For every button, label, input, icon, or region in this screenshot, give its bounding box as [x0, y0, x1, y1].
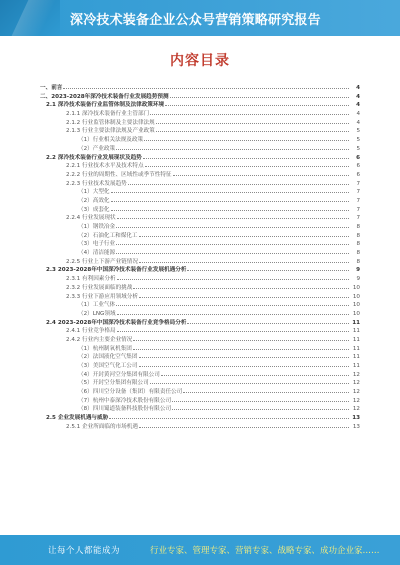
toc-entry-page: 13 [352, 423, 360, 430]
toc-entry-page: 4 [356, 93, 360, 100]
toc-leader-dots [117, 279, 349, 280]
footer-banner [0, 535, 400, 565]
toc-entry[interactable] [40, 154, 360, 163]
toc-leader-dots [117, 314, 349, 315]
toc-entry-page: 11 [352, 328, 360, 335]
toc-entry-label: （4）开封黄河空分集团有限公司 [78, 371, 160, 378]
toc-entry[interactable] [40, 275, 360, 284]
toc-entry[interactable] [40, 397, 360, 406]
report-title: 深冷技术装备企业公众号营销策略研究报告 [70, 13, 321, 28]
toc-leader-dots [133, 288, 349, 289]
toc-leader-dots [143, 158, 349, 159]
toc-entry-page: 10 [352, 310, 360, 317]
toc-leader-dots [63, 88, 349, 89]
toc-leader-dots [156, 131, 349, 132]
toc-entry-label: 2.2.3 行业技术发展趋势 [66, 180, 127, 187]
toc-entry-label: 2.3.2 行业发展面临的挑战 [66, 284, 133, 291]
toc-leader-dots [150, 383, 349, 384]
toc-entry-page: 6 [356, 163, 360, 170]
toc-entry[interactable] [40, 293, 360, 302]
toc-entry-label: （1）工业气体 [78, 302, 116, 309]
toc-entry-page: 11 [352, 354, 360, 361]
toc-leader-dots [165, 105, 349, 106]
toc-entry-label: （2）高效化 [78, 197, 110, 204]
toc-leader-dots [116, 149, 349, 150]
toc-heading: 内容目录 [170, 53, 230, 69]
toc-entry[interactable] [40, 388, 360, 397]
toc-entry-page: 6 [356, 171, 360, 178]
toc-entry[interactable] [40, 240, 360, 249]
toc-entry-label: 2.4.2 行业内主要企业情况 [66, 336, 133, 343]
toc-entry-page: 5 [356, 137, 360, 144]
toc-entry-page: 11 [352, 319, 360, 326]
toc-entry[interactable] [40, 327, 360, 336]
toc-leader-dots [161, 375, 349, 376]
toc-leader-dots [139, 366, 350, 367]
toc-leader-dots [139, 357, 350, 358]
toc-entry-page: 9 [356, 267, 360, 274]
toc-entry-label: （3）成套化 [78, 206, 110, 213]
toc-leader-dots [116, 253, 349, 254]
toc-entry-label: 2.2.5 行业上下游产业链情况 [66, 258, 138, 265]
toc-leader-dots [139, 236, 350, 237]
toc-leader-dots [117, 218, 349, 219]
toc-entry[interactable] [40, 162, 360, 171]
toc-entry-page: 8 [356, 224, 360, 230]
toc-leader-dots [111, 210, 349, 211]
toc-leader-dots [139, 262, 349, 263]
toc-entry-page: 12 [352, 406, 360, 413]
toc-entry-page: 7 [356, 197, 360, 204]
toc-entry-label: （3）电子行业 [78, 241, 116, 248]
toc-entry-label: 2.2 深冷技术装备行业发展现状及趋势 [46, 154, 142, 161]
toc-entry-page: 10 [352, 293, 360, 300]
toc-entry-page: 4 [356, 102, 360, 109]
toc-leader-dots [133, 340, 349, 341]
toc-entry-label: 2.3.1 有利因素分析 [66, 276, 116, 283]
toc-leader-dots [139, 297, 349, 298]
toc-entry-label: （1）杭州制氧机集团 [78, 345, 132, 352]
toc-entry-page: 7 [356, 180, 360, 187]
toc-entry[interactable] [40, 214, 360, 223]
toc-entry[interactable] [40, 84, 360, 93]
toc-entry-label: （4）清洁能源 [78, 250, 116, 257]
toc-entry-label: 2.5 企业发展机遇与威胁 [46, 415, 109, 422]
footer-slogan-highlight: 行业专家、管理专家、营销专家、战略专家、成功企业家…… [150, 546, 380, 556]
toc-leader-dots [109, 418, 349, 419]
toc-entry-label: （7）杭州中泰深冷技术股份有限公司 [78, 397, 172, 404]
toc-entry[interactable] [40, 353, 360, 362]
toc-leader-dots [187, 270, 349, 271]
toc-entry[interactable] [40, 266, 360, 275]
toc-entry-label: 2.2.4 行业发展现状 [66, 215, 116, 222]
toc-entry-label: （2）法国液化空气集团 [78, 354, 138, 361]
toc-entry[interactable] [40, 171, 360, 180]
toc-entry[interactable] [40, 379, 360, 388]
toc-entry[interactable] [40, 249, 360, 258]
toc-entry[interactable] [40, 197, 360, 206]
toc-entry[interactable] [40, 127, 360, 136]
toc-leader-dots [172, 401, 349, 402]
toc-entry-label: 2.3 2023-2028年中国深冷技术装备行业发展机遇分析 [46, 267, 187, 274]
toc-leader-dots [111, 192, 349, 193]
toc-entry-label: 2.2.2 行业的周期性、区域性或季节性特征 [66, 171, 172, 178]
toc-entry-label: （2）LNG领域 [78, 310, 116, 317]
toc-entry[interactable] [40, 310, 360, 319]
toc-entry[interactable] [40, 284, 360, 293]
toc-entry[interactable] [40, 206, 360, 215]
toc-entry-page: 12 [352, 397, 360, 404]
toc-entry-page: 13 [352, 415, 360, 422]
toc-entry-label: 2.1.1 深冷技术装备行业主管部门 [66, 111, 150, 118]
toc-entry-page: 9 [356, 276, 360, 283]
toc-entry-label: 2.4 2023-2028年中国深冷技术装备行业竞争格局分析 [46, 319, 187, 326]
toc-entry[interactable] [40, 232, 360, 241]
toc-entry-label: 2.4.1 行业竞争格局 [66, 328, 116, 335]
toc-entry-label: （2）石油化工和煤化工 [78, 232, 138, 239]
toc-entry-page: 5 [356, 145, 360, 152]
toc-entry-label: 2.1 深冷技术装备行业监管体制及法律政策环境 [46, 102, 165, 109]
toc-leader-dots [116, 244, 349, 245]
toc-entry[interactable] [40, 362, 360, 371]
toc-entry-label: （1）行业相关法规及政策 [78, 137, 144, 144]
toc-leader-dots [144, 140, 349, 141]
toc-entry-page: 8 [356, 241, 360, 248]
toc-leader-dots [128, 184, 349, 185]
toc-entry-page: 4 [356, 111, 360, 118]
toc-entry-label: （1）大型化 [78, 189, 110, 196]
toc-entry-page: 5 [356, 128, 360, 135]
toc-leader-dots [172, 409, 349, 410]
toc-entry-page: 10 [352, 284, 360, 291]
header-decoration [0, 0, 60, 36]
toc-leader-dots [170, 97, 349, 98]
toc-entry-label: （6）四川空分设备（集团）有限责任公司 [78, 389, 183, 396]
toc-leader-dots [139, 427, 349, 428]
toc-entry-label: 2.2.1 行业技术水平及技术特点 [66, 163, 144, 170]
toc-entry-label: 一、前言 [40, 85, 63, 91]
toc-entry[interactable] [40, 414, 360, 423]
toc-entry-label: （3）美国空气化工公司 [78, 363, 138, 369]
toc-entry-label: （2）产业政策 [78, 145, 116, 152]
toc-entry-page: 8 [356, 258, 360, 265]
toc-leader-dots [156, 123, 349, 124]
toc-leader-dots [116, 227, 349, 228]
footer-slogan: 让每个人都能成为 [48, 546, 121, 556]
toc-leader-dots [116, 305, 349, 306]
toc-leader-dots [150, 114, 349, 115]
toc-entry[interactable] [40, 136, 360, 145]
toc-entry-label: 2.3.3 行业下游应用领域分析 [66, 293, 138, 300]
toc-leader-dots [145, 166, 349, 167]
toc-entry[interactable] [40, 110, 360, 119]
toc-entry-page: 4 [356, 119, 360, 126]
toc-leader-dots [133, 349, 349, 350]
toc-entry-page: 12 [352, 371, 360, 378]
toc-entry-page: 6 [356, 154, 360, 161]
header-banner [0, 0, 400, 36]
toc-entry-label: 2.1.3 行业主要法律法规及产业政策 [66, 128, 155, 135]
toc-entry-label: 2.5.1 企业所面临的市场机遇 [66, 423, 138, 430]
toc-entry[interactable] [40, 119, 360, 128]
toc-entry-page: 11 [352, 336, 360, 343]
toc-entry[interactable] [40, 336, 360, 345]
toc-entry[interactable] [40, 423, 360, 432]
toc-entry-page: 8 [356, 250, 360, 257]
toc-leader-dots [187, 323, 349, 324]
toc-entry[interactable] [40, 223, 360, 232]
toc-entry[interactable] [40, 319, 360, 328]
toc-entry-page: 8 [356, 232, 360, 239]
toc-entry[interactable] [40, 405, 360, 414]
toc-entry-page: 7 [356, 206, 360, 213]
toc-entry-page: 4 [356, 85, 360, 91]
toc-entry-page: 10 [352, 302, 360, 309]
toc-entry[interactable] [40, 258, 360, 267]
toc-entry[interactable] [40, 345, 360, 354]
toc-entry-page: 7 [356, 189, 360, 196]
toc-entry-label: （1）钢铁冶金 [78, 224, 116, 230]
toc-entry[interactable] [40, 145, 360, 154]
toc-entry[interactable] [40, 93, 360, 102]
toc-entry-page: 11 [352, 345, 360, 352]
toc-entry-page: 11 [352, 363, 360, 369]
toc-leader-dots [173, 175, 349, 176]
toc-entry-label: （5）开封空分集团有限公司 [78, 380, 149, 387]
table-of-contents [40, 84, 360, 432]
toc-entry[interactable] [40, 371, 360, 380]
toc-entry-page: 12 [352, 380, 360, 387]
toc-entry[interactable] [40, 101, 360, 110]
toc-entry-page: 12 [352, 389, 360, 396]
toc-entry[interactable] [40, 188, 360, 197]
toc-entry[interactable] [40, 180, 360, 189]
toc-leader-dots [117, 331, 349, 332]
toc-entry-label: 2.1.2 行业监管体制及主要法律法规 [66, 119, 155, 126]
toc-leader-dots [111, 201, 349, 202]
toc-entry[interactable] [40, 301, 360, 310]
toc-entry-label: 二、2023-2028年深冷技术装备行业发展趋势预测 [40, 93, 169, 100]
toc-entry-label: （8）四川蜀道装备科技股份有限公司 [78, 406, 172, 413]
toc-leader-dots [183, 392, 349, 393]
toc-entry-page: 7 [356, 215, 360, 222]
